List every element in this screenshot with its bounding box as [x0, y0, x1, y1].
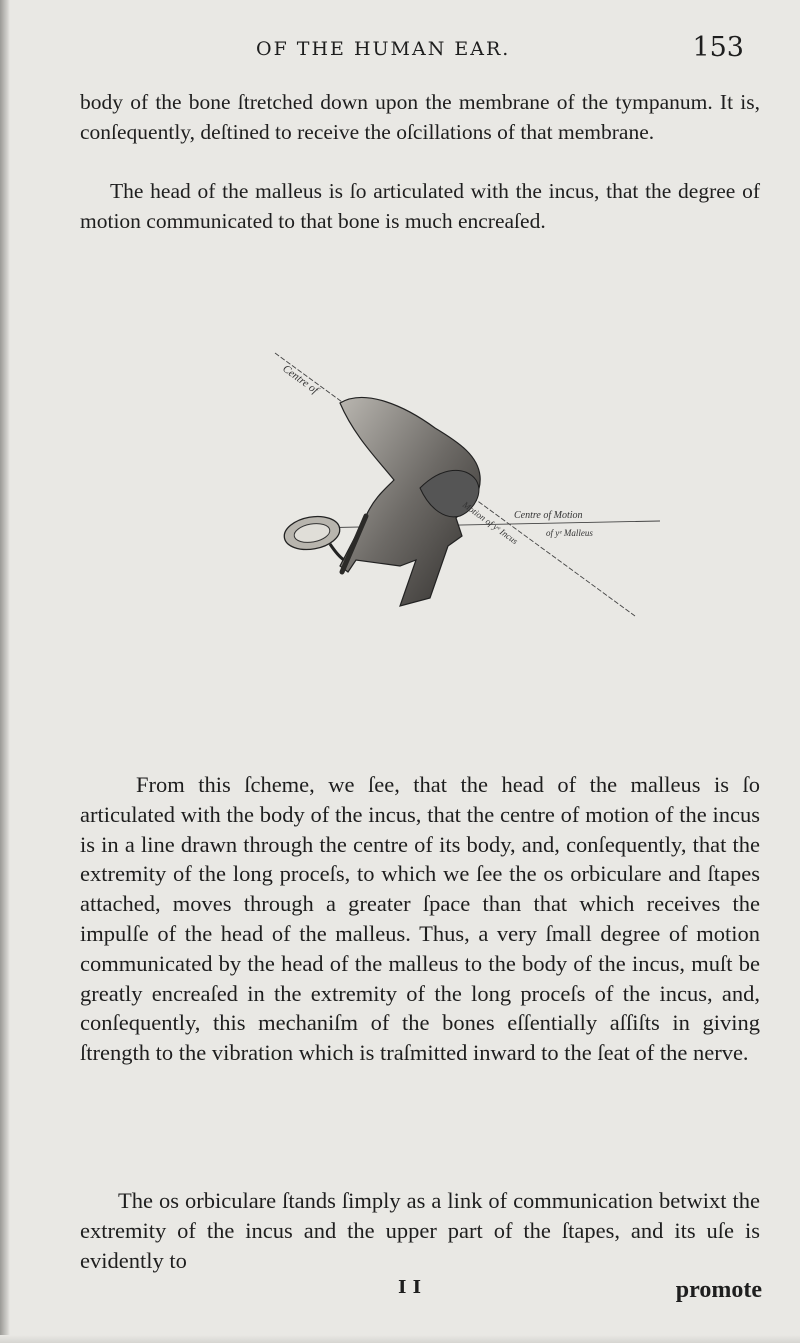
catchword: promote [675, 1277, 762, 1303]
ossicles-figure-svg [270, 348, 670, 628]
label-motion-of-incus: Motion of yᵉ Incus [460, 499, 520, 547]
paragraph-1: body of the bone ſtretched down upon the membrane of the tympanum. It is, conſequently, deſtined to receive the oſcillations of that membrane. [80, 90, 760, 144]
label-centre-of-motion: Centre of Motion [514, 510, 583, 521]
paragraph-4: The os orbiculare ſtands ſimply as a link of communication betwixt the extremity of the incus and the upper part of the ſtapes, and its uſe is evidently to [80, 1188, 760, 1273]
book-spine-shadow [0, 0, 10, 1343]
page-bottom-edge [0, 1335, 800, 1343]
paragraph-3: From this ſcheme, we ſee, that the head of the malleus is ſo articulated with the body of the incus, that the centre of motion of the incus is in a line drawn through the centre of its body, and, conſequently, that the extremity of the long proceſs, to which we ſee the os orbiculare and ſtapes attached, moves through a greater ſpace than that which receives the impulſe of the head of the malleus. Thus, a very ſmall degree of motion communicated by the head of the malleus to the body of the incus, muſt be greatly encreaſed in the extremity of the long proceſs of the incus, and, conſequently, this mechaniſm of the bones eſſentially aſſiſts in giving ſtrength to the vibration which is traſmitted inward to the ſeat of the nerve. [80, 772, 760, 1066]
label-of-malleus: of yᵉ Malleus [546, 528, 593, 538]
running-title: OF THE HUMAN EAR. [256, 38, 511, 60]
paragraph-2: The head of the malleus is ſo articulated with the incus, that the degree of motion communicated to that bone is much encreaſed. [80, 179, 760, 233]
page-header [80, 32, 760, 70]
ossicles-engraving [270, 348, 670, 628]
page-number: 153 [692, 32, 744, 63]
os-orbiculare-link [330, 544, 344, 560]
label-centre-of: Centre of [280, 362, 321, 397]
signature-mark: I I [398, 1277, 422, 1298]
